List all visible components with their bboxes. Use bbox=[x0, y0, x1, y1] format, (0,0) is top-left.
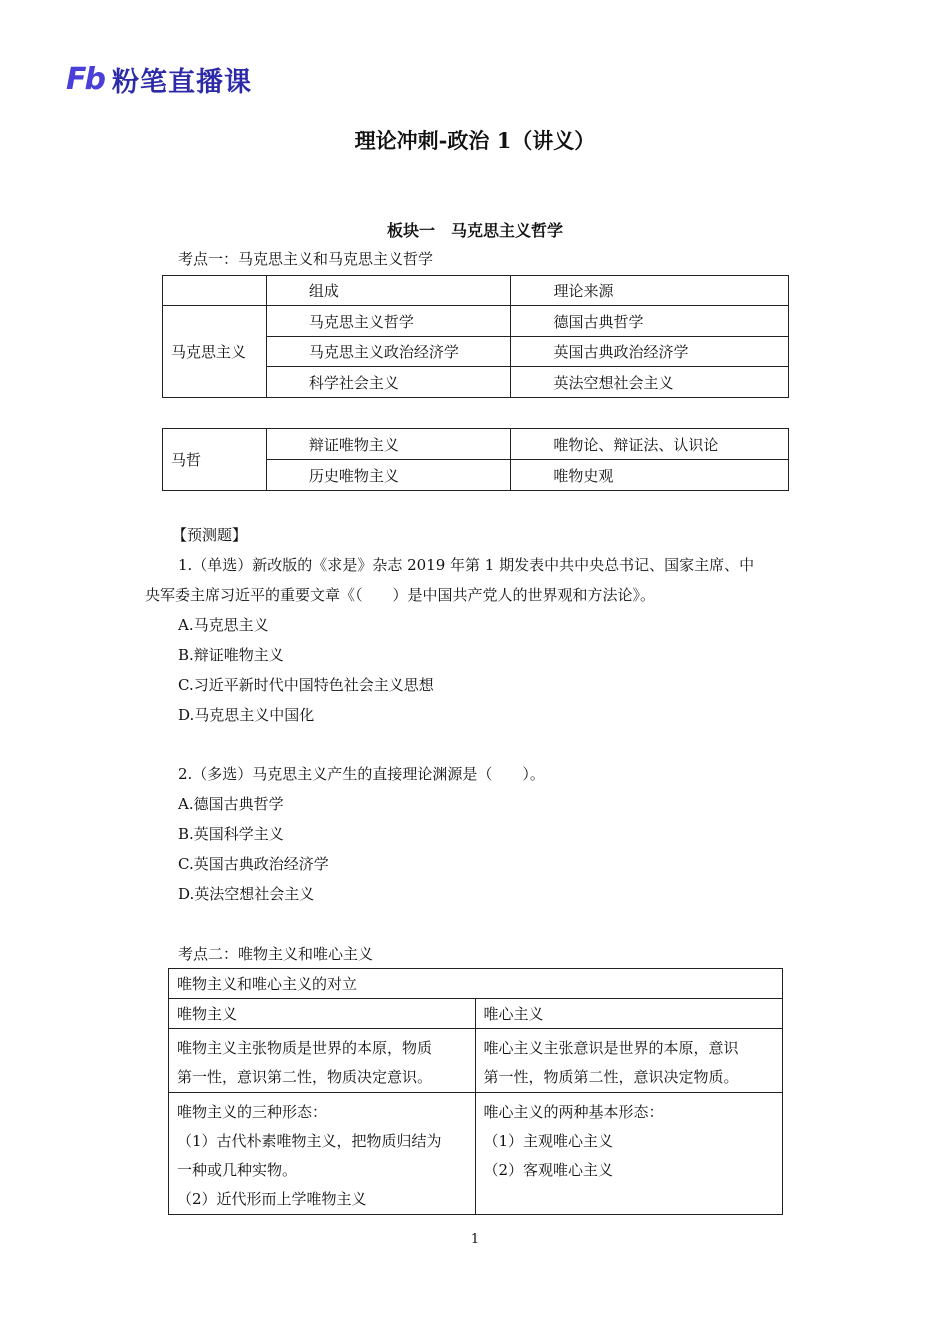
table-cell bbox=[163, 276, 267, 306]
table-cell: 英法空想社会主义 bbox=[511, 367, 789, 398]
table-cell: 科学社会主义 bbox=[266, 367, 511, 398]
materialism-definition bbox=[169, 1029, 476, 1093]
table-cell: 马克思主义哲学 bbox=[266, 306, 511, 337]
brand-name: 粉笔直播课 bbox=[111, 67, 252, 98]
point2-heading: 考点二：唯物主义和唯心主义 bbox=[178, 945, 374, 963]
row-label-mazhe: 马哲 bbox=[163, 429, 267, 491]
table-cell: 德国古典哲学 bbox=[511, 306, 789, 337]
idealism-definition bbox=[475, 1029, 783, 1093]
text-line: （2）近代形而上学唯物主义 bbox=[177, 1190, 367, 1208]
q2-option-b: B.英国科学主义 bbox=[178, 825, 284, 843]
col-idealism: 唯心主义 bbox=[475, 999, 783, 1029]
table-cell: 英国古典政治经济学 bbox=[511, 337, 789, 367]
text-line: 第一性，意识第二性，物质决定意识。 bbox=[177, 1068, 433, 1086]
materialism-table bbox=[168, 968, 783, 1215]
q1-stem-line1: 1.（单选）新改版的《求是》杂志 2019 年第 1 期发表中共中央总书记、国家主席、中 bbox=[178, 556, 755, 574]
q2-option-d: D.英法空想社会主义 bbox=[178, 885, 315, 903]
idealism-forms bbox=[475, 1093, 783, 1215]
q1-option-d: D.马克思主义中国化 bbox=[178, 706, 315, 724]
page-title: 理论冲刺-政治 1（讲义） bbox=[354, 128, 596, 153]
materialism-forms bbox=[169, 1093, 476, 1215]
section-title: 板块一 马克思主义哲学 bbox=[386, 221, 563, 240]
text-line: 唯物主义主张物质是世界的本原，物质 bbox=[177, 1039, 433, 1057]
q2-stem: 2.（多选）马克思主义产生的直接理论渊源是（ ）。 bbox=[178, 765, 545, 783]
text-line: （1）古代朴素唯物主义，把物质归结为 bbox=[177, 1132, 442, 1150]
table-cell: 历史唯物主义 bbox=[266, 460, 511, 491]
text-line: 一种或几种实物。 bbox=[177, 1161, 298, 1179]
point1-heading: 考点一：马克思主义和马克思主义哲学 bbox=[178, 250, 434, 268]
quiz-heading: 【预测题】 bbox=[172, 526, 248, 544]
col-materialism: 唯物主义 bbox=[169, 999, 476, 1029]
table-title: 唯物主义和唯心主义的对立 bbox=[169, 969, 783, 999]
header-composition: 组成 bbox=[266, 276, 511, 306]
table-cell: 马克思主义政治经济学 bbox=[266, 337, 511, 367]
table-cell: 辩证唯物主义 bbox=[266, 429, 511, 460]
q1-option-c: C.习近平新时代中国特色社会主义思想 bbox=[178, 676, 434, 694]
q1-stem-line2: 央军委主席习近平的重要文章《（ ）是中国共产党人的世界观和方法论》。 bbox=[145, 586, 656, 604]
text-line: （1）主观唯心主义 bbox=[483, 1132, 614, 1150]
philosophy-table bbox=[162, 428, 789, 491]
row-label-marxism: 马克思主义 bbox=[163, 306, 267, 398]
brand-mark: Fb bbox=[66, 62, 104, 97]
text-line: 唯心主义主张意识是世界的本原，意识 bbox=[483, 1039, 739, 1057]
text-line: 唯心主义的两种基本形态： bbox=[483, 1103, 664, 1121]
q2-option-c: C.英国古典政治经济学 bbox=[178, 855, 329, 873]
text-line: （2）客观唯心主义 bbox=[483, 1161, 614, 1179]
page-number: 1 bbox=[470, 1232, 480, 1247]
q1-option-a: A.马克思主义 bbox=[178, 616, 269, 634]
q2-option-a: A.德国古典哲学 bbox=[178, 795, 284, 813]
composition-table bbox=[162, 275, 789, 398]
header-source: 理论来源 bbox=[511, 276, 789, 306]
text-line: 唯物主义的三种形态： bbox=[177, 1103, 328, 1121]
table-cell: 唯物论、辩证法、认识论 bbox=[511, 429, 789, 460]
q1-option-b: B.辩证唯物主义 bbox=[178, 646, 284, 664]
text-line: 第一性，物质第二性，意识决定物质。 bbox=[483, 1068, 739, 1086]
brand-logo bbox=[66, 60, 252, 99]
table-cell: 唯物史观 bbox=[511, 460, 789, 491]
